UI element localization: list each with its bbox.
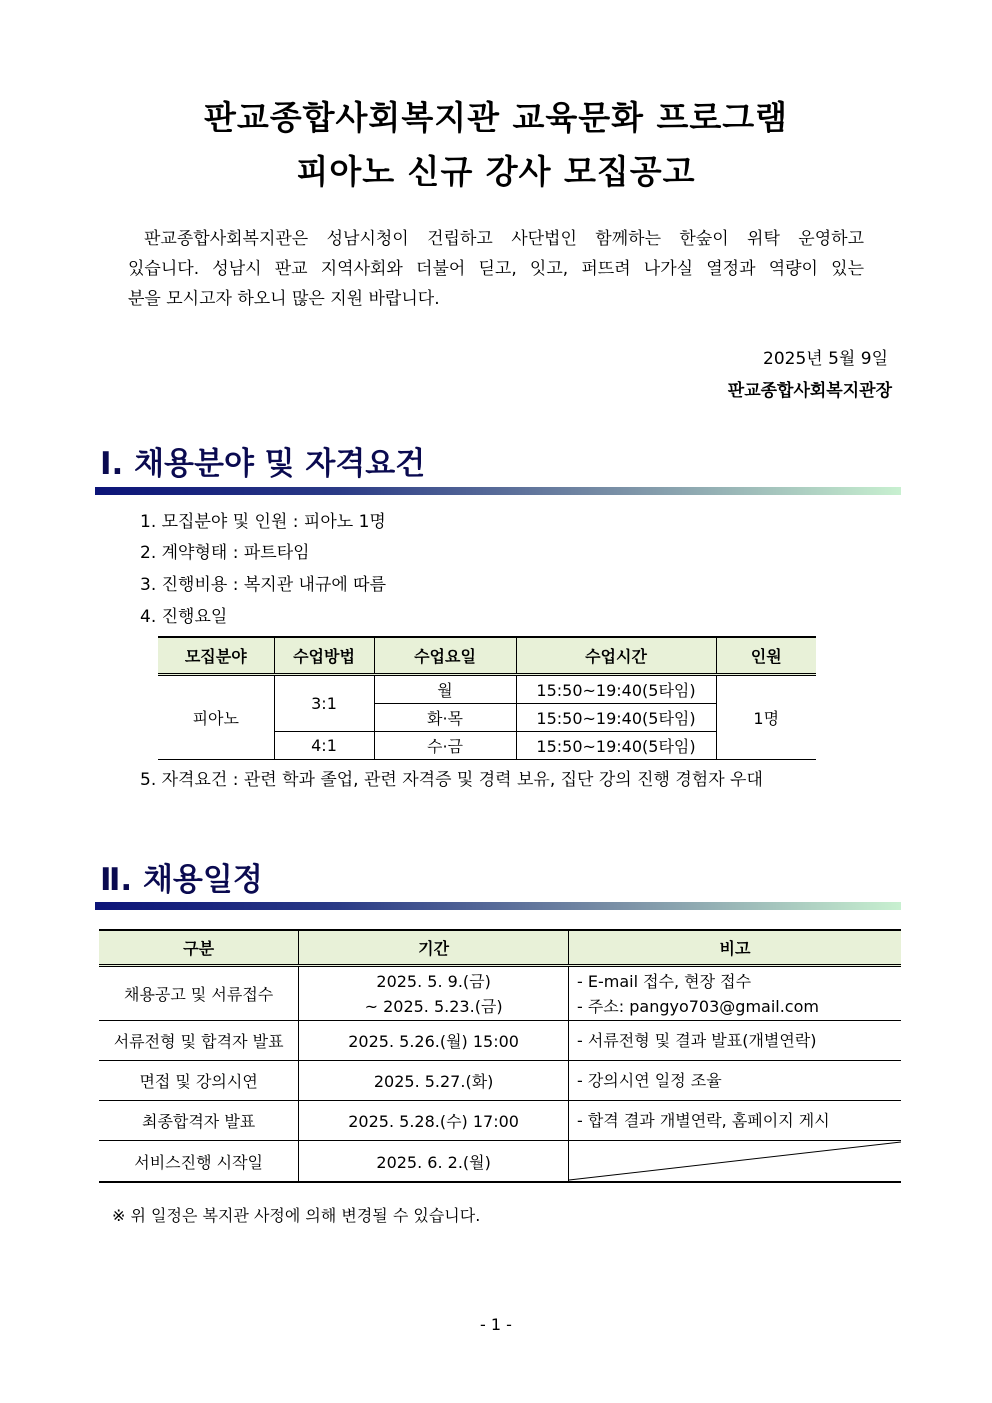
cell-time: 15:50~19:40(5타임) xyxy=(516,675,716,704)
cell-remarks: - 강의시연 일정 조율 xyxy=(568,1061,901,1101)
cell-method-a: 3:1 xyxy=(274,675,374,732)
notice-date: 2025년 5월 9일 xyxy=(763,349,888,369)
header-day: 수업요일 xyxy=(374,637,516,675)
table-row xyxy=(99,966,901,1021)
cell-remarks: - 서류전형 및 결과 발표(개별연락) xyxy=(568,1021,901,1061)
remark-line: - E-mail 접수, 현장 접수 xyxy=(576,971,752,991)
item-4: 4. 진행요일 xyxy=(140,607,228,627)
cell-category: 채용공고 및 서류접수 xyxy=(99,966,299,1021)
section-2-title: Ⅱ. 채용일정 xyxy=(100,862,263,898)
item-5: 5. 자격요건 : 관련 학과 졸업, 관련 자격증 및 경력 보유, 집단 강의 진행 경험자 우대 xyxy=(140,770,763,790)
header-field: 모집분야 xyxy=(158,637,274,675)
cell-period: 2025. 5.26.(월) 15:00 xyxy=(299,1021,569,1061)
remark-line: - 주소: pangyo703@gmail.com xyxy=(576,996,819,1016)
cell-category: 서류전형 및 합격자 발표 xyxy=(99,1021,299,1061)
header-time: 수업시간 xyxy=(516,637,716,675)
table-row xyxy=(99,1101,901,1141)
schedule-table xyxy=(158,636,816,760)
cell-period: 2025. 5.27.(화) xyxy=(299,1061,569,1101)
header-category: 구분 xyxy=(99,930,299,966)
diagonal-line xyxy=(569,1141,901,1181)
cell-field: 피아노 xyxy=(158,675,274,760)
cell-time: 15:50~19:40(5타임) xyxy=(516,704,716,732)
cell-time: 15:50~19:40(5타임) xyxy=(516,732,716,760)
intro-line-2: 있습니다. 성남시 판교 지역사회와 더불어 딛고, 잇고, 퍼뜨려 나가실 열정과 역량이 있는 xyxy=(128,259,864,279)
title-line-1: 판교종합사회복지관 교육문화 프로그램 xyxy=(204,98,788,137)
cell-category: 면접 및 강의시연 xyxy=(99,1061,299,1101)
issuer-name: 판교종합사회복지관장 xyxy=(727,381,892,401)
header-count: 인원 xyxy=(716,637,816,675)
cell-period: 2025. 5.28.(수) 17:00 xyxy=(299,1101,569,1141)
table-header-row xyxy=(158,637,816,675)
intro-line-1: 판교종합사회복지관은 성남시청이 건립하고 사단법인 함께하는 한숲이 위탁 운영하고 xyxy=(144,229,864,249)
header-remarks: 비고 xyxy=(568,930,901,966)
period-end: ~ 2025. 5.23.(금) xyxy=(364,996,503,1016)
header-method: 수업방법 xyxy=(274,637,374,675)
cell-remarks-empty xyxy=(568,1141,901,1183)
cell-method-b: 4:1 xyxy=(274,732,374,760)
header-period: 기간 xyxy=(299,930,569,966)
cell-period xyxy=(299,966,569,1021)
section-2-divider xyxy=(95,902,901,910)
cell-count: 1명 xyxy=(716,675,816,760)
cell-remarks xyxy=(568,966,901,1021)
table-row xyxy=(99,1141,901,1183)
cell-day: 월 xyxy=(374,675,516,704)
cell-period: 2025. 6. 2.(월) xyxy=(299,1141,569,1183)
footnote: ※ 위 일정은 복지관 사정에 의해 변경될 수 있습니다. xyxy=(112,1206,481,1225)
page-number: - 1 - xyxy=(480,1315,512,1334)
item-3: 3. 진행비용 : 복지관 내규에 따름 xyxy=(140,575,387,595)
cell-category: 최종합격자 발표 xyxy=(99,1101,299,1141)
table-row xyxy=(99,1021,901,1061)
intro-line-3: 분을 모시고자 하오니 많은 지원 바랍니다. xyxy=(128,289,440,309)
cell-category: 서비스진행 시작일 xyxy=(99,1141,299,1183)
section-1-divider xyxy=(95,487,901,495)
item-1: 1. 모집분야 및 인원 : 피아노 1명 xyxy=(140,512,386,532)
cell-day: 화·목 xyxy=(374,704,516,732)
cell-day: 수·금 xyxy=(374,732,516,760)
table-row xyxy=(99,1061,901,1101)
period-start: 2025. 5. 9.(금) xyxy=(376,971,491,991)
table-row xyxy=(158,675,816,704)
section-1-title: Ⅰ. 채용분야 및 자격요건 xyxy=(100,446,426,482)
item-2: 2. 계약형태 : 파트타임 xyxy=(140,543,310,563)
recruit-schedule-table xyxy=(99,929,901,1183)
title-line-2: 피아노 신규 강사 모집공고 xyxy=(296,152,696,191)
cell-remarks: - 합격 결과 개별연락, 홈페이지 게시 xyxy=(568,1101,901,1141)
table-header-row xyxy=(99,930,901,966)
